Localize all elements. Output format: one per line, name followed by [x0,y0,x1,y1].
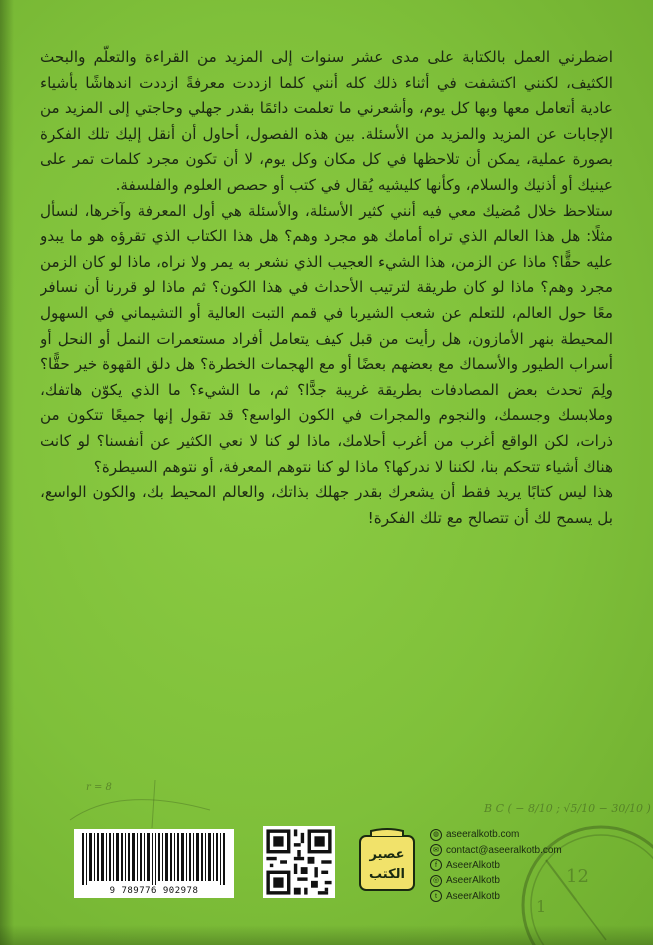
isbn-barcode [74,829,234,898]
contact-facebook-text: AseerAlkotb [446,859,500,871]
blurb-paragraph-1: اضطرني العمل بالكتابة على مدى عشر سنوات إلى المزيد من القراءة والتعلّم والبحث الكثيف، لكنني اكتشفت في أثناء ذلك كله أنني كلما ازددت معرفةً ازددت اندهاشًا بأشياء عادية أتعامل معها وبها كل يوم، وأشعرني ما تعلمت دائمًا بقدر جهلي وحاجتي إلى المزيد من الإجابات عن المزيد والمزيد من الأسئلة. بين هذه الفصول، أحاول أن أنقل إليك تلك الفكرة بصورة عملية، يمكن أن تلاحظها في كل مكان وكل يوم، لا أن تكون مجرد كلمات تمر على عينيك أو أذنيك والسلام، وكأنها كليشيه يُقال في كتب أو حصص العلوم والفلسفة. [40,48,613,194]
globe-icon: ◍ [430,829,442,841]
contact-website [430,827,580,842]
contact-website-text: aseeralkotb.com [446,829,520,841]
svg-text:12: 12 [566,866,589,887]
contact-email [430,842,580,857]
publisher-logo [357,828,417,892]
blurb-text [40,45,613,745]
contact-twitter [430,889,580,904]
qr-code [263,826,335,898]
facebook-icon: f [430,859,442,871]
svg-text:1: 1 [536,897,547,916]
email-icon: ✉ [430,844,442,856]
barcode-bars [80,833,228,885]
blurb-paragraph-2: ستلاحظ خلال مُضيك معي فيه أنني كثير الأسئلة، والأسئلة هي أول المعرفة وآخرها، لنسأل مثلًا: هل هذا العالم الذي تراه أمامك هو مجرد وهم؟ هل هذا الكتاب الذي تقرؤه هو ما يبدو عليه حقًّا؟ ماذا عن الزمن، هذا الشيء العجيب الذي نشعر به يمر ولا نراه، ماذا لو كان الزمن مجرد وهم؟ ماذا لو كان طريقة لترتيب الأحداث في هذا الكون؟ ثم ماذا لو قررنا أن نسافر معًا حول العالم، للتعلم عن شعب الشيربا في قمم التبت العالية أو التشيماني في السهول المحيطة بنهر الأمازون، هل رأيت من قبل كيف يتعامل أفراد مستعمرات النمل أو النحل أو أسراب الطيور والأسماك مع بعضهم بعضًا أو مع الهجمات الخطرة؟ هل دلق القهوة خير حقًّا؟ ولِمَ تحدث بعض المصادفات بطريقة غريبة جدًّا؟ ثم، ما الشيء؟ ما الذي يكوّن هاتفك، وملابسك وجسمك، والنجوم والمجرات في الكون الواسع؟ قد تقول إنها جميعًا تتكون من ذرات، لكن الواقع أغرب من أغرب أحلامك، ماذا لو كنا لا نعي الكثير عن أنفسنا؟ لو كانت هناك أشياء تتحكم بنا، لكننا لا ندركها؟ ماذا لو كنا نتوهم المعرفة، أو نتوهم السيطرة؟ [40,201,613,476]
blurb-paragraph-3: هذا ليس كتابًا يريد فقط أن يشعرك بقدر جهلك بذاتك، والعالم المحيط بك، والكون الواسع، بل يسمح لك أن تتصالح مع تلك الفكرة! [40,483,613,527]
logo-badge [357,828,417,892]
logo-line-1: عصير [369,847,405,862]
formula-doodle: B C ( − 8/10 ; √5/10 − 30/10 ) [484,802,651,815]
sketch-lines [60,780,220,830]
contact-instagram-text: AseerAlkotb [446,875,500,887]
contact-twitter-text: AseerAlkotb [446,890,500,902]
publisher-contacts [430,827,580,904]
instagram-icon: ◎ [430,875,442,887]
contact-email-text: contact@aseeralkotb.com [446,844,562,856]
contact-instagram [430,873,580,888]
logo-line-2: الكتب [369,867,405,882]
spine-shadow [0,0,14,945]
isbn-number: 9 789776 902978 [109,886,199,896]
contact-facebook [430,858,580,873]
note-doodle: r = 8 [86,782,112,793]
twitter-icon: t [430,890,442,902]
